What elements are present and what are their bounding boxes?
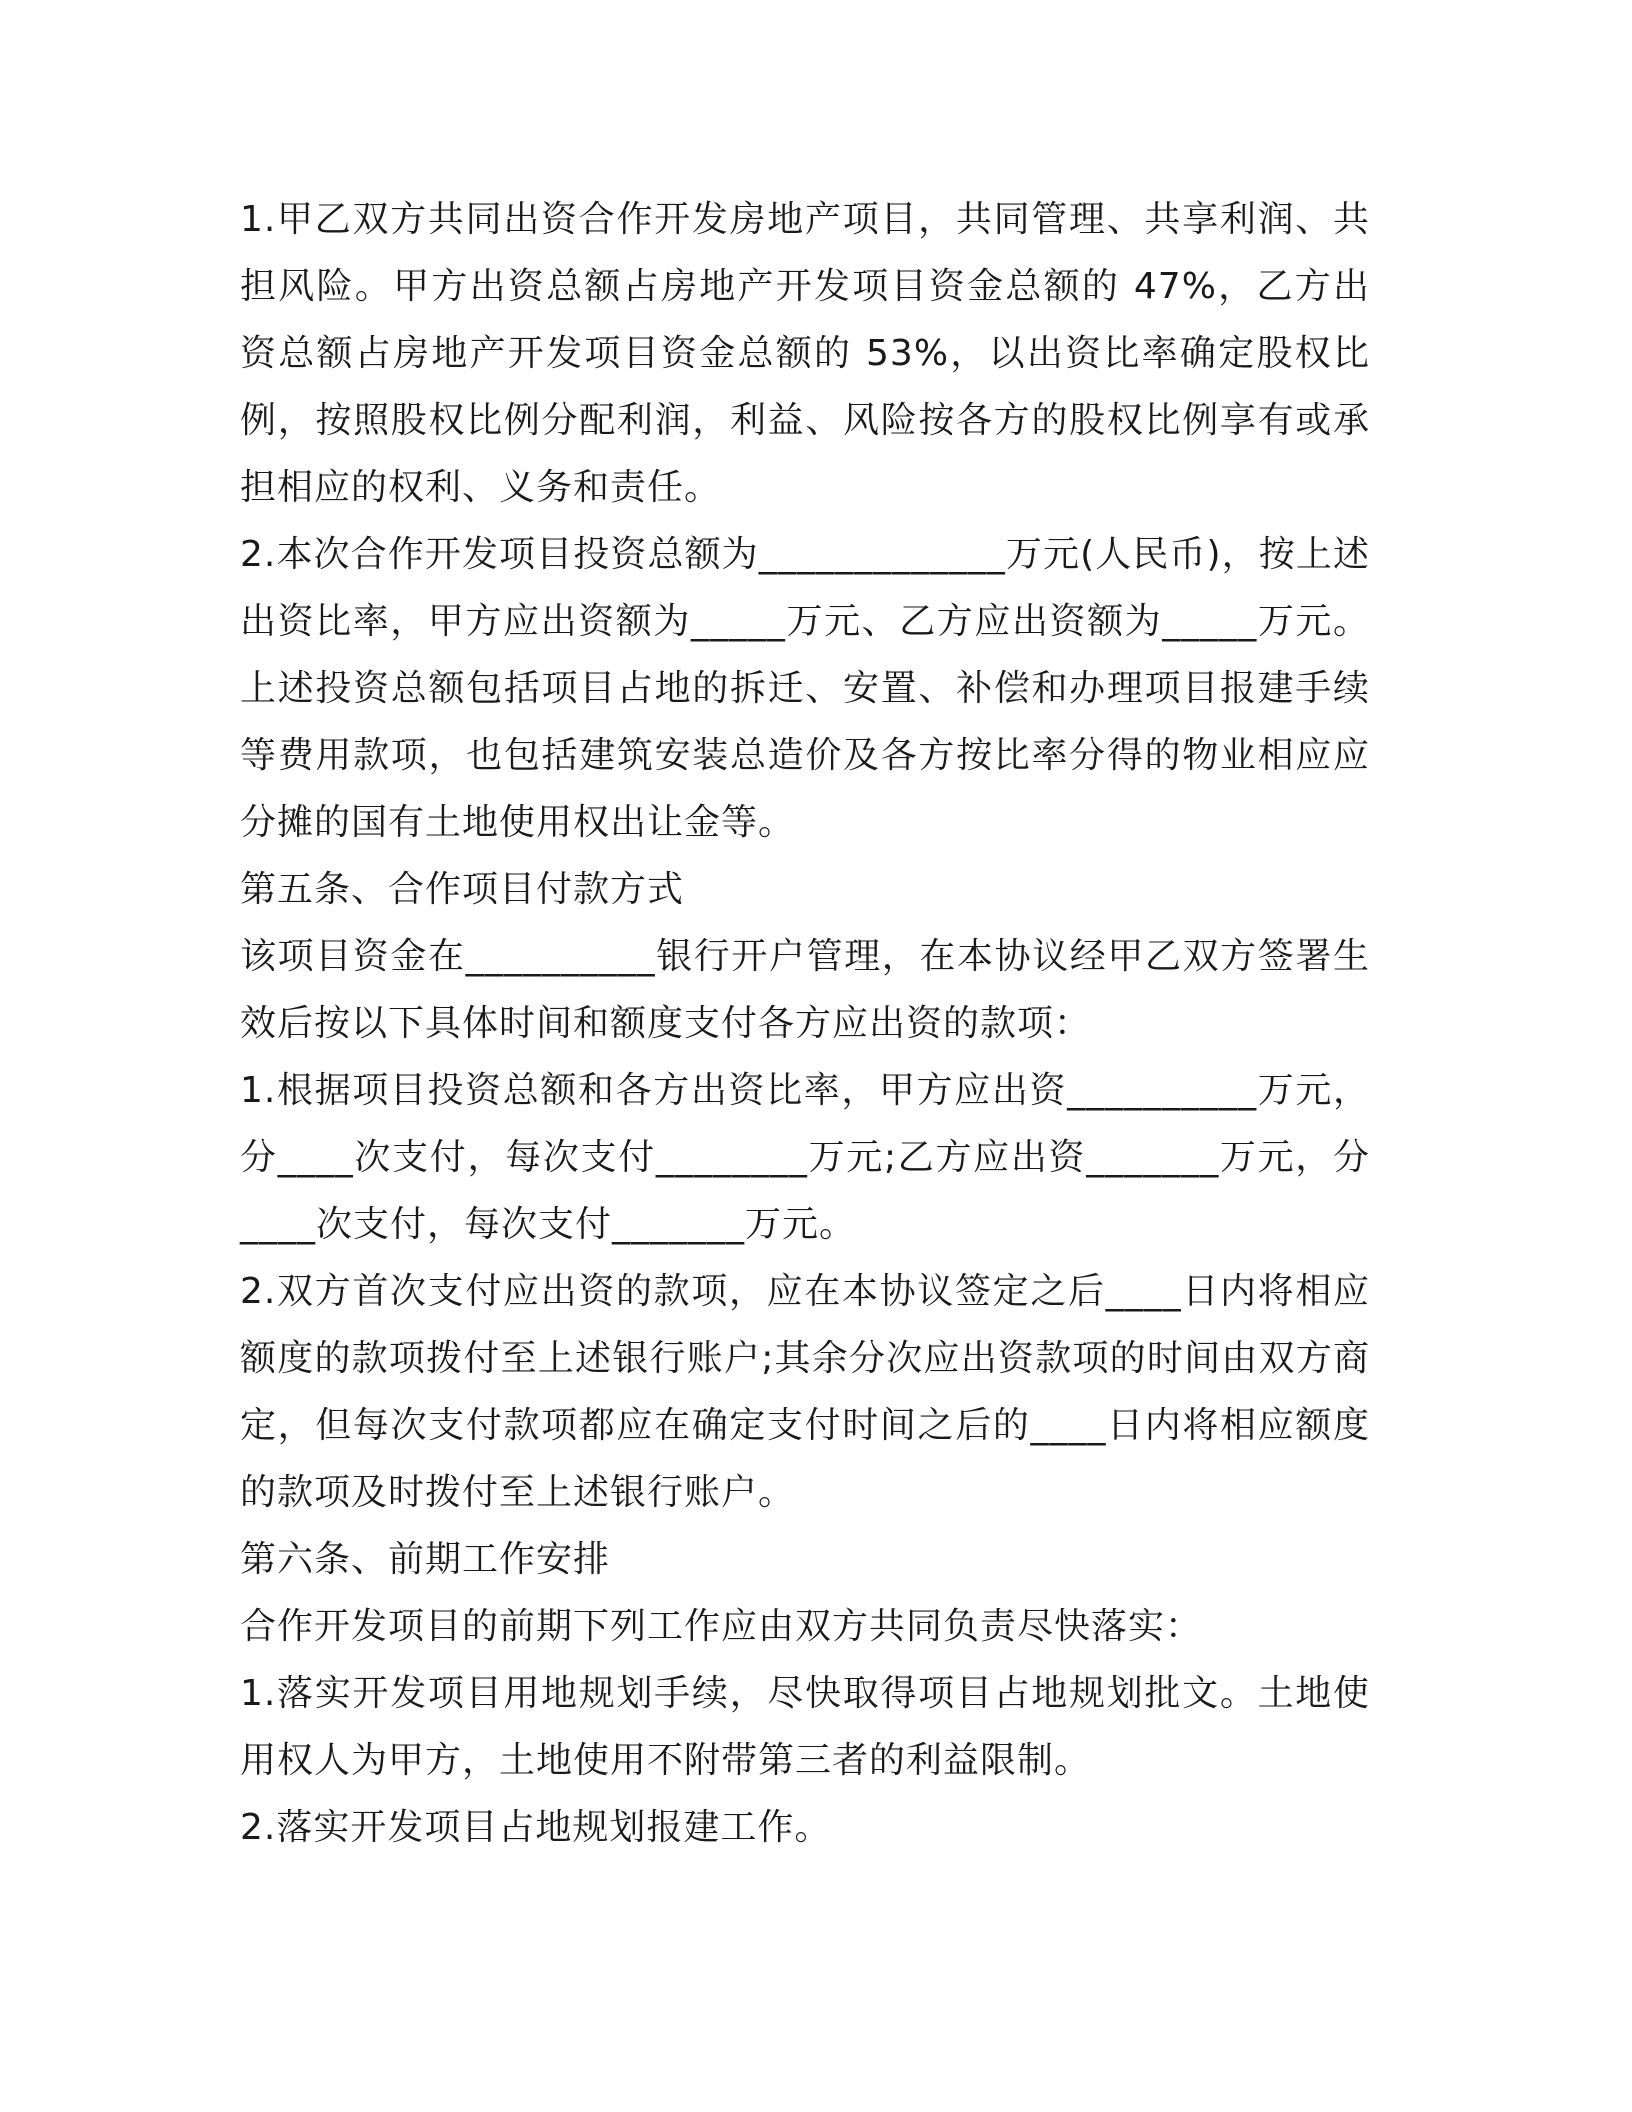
preliminary-work-2: 2.落实开发项目占地规划报建工作。 <box>240 1807 832 1848</box>
preliminary-work-intro: 合作开发项目的前期下列工作应由双方共同负责尽快落实： <box>240 1606 1203 1647</box>
payment-clause-1: 1.根据项目投资总额和各方出资比率，甲方应出资__________万元，分____次支付，每次支付________万元;乙方应出资_______万元，分____次支付，每次支付_______万元。 <box>240 1070 1370 1245</box>
article-six-heading: 第六条、前期工作安排 <box>240 1539 611 1580</box>
preliminary-work-1: 1.落实开发项目用地规划手续，尽快取得项目占地规划批文。土地使用权人为甲方，土地使用不附带第三者的利益限制。 <box>240 1673 1370 1781</box>
clause-investment-total: 2.本次合作开发项目投资总额为_____________万元(人民币)，按上述出资比率，甲方应出资额为_____万元、乙方应出资额为_____万元。上述投资总额包括项目占地的拆迁、安置、补偿和办理项目报建手续等费用款项，也包括建筑安装总造价及各方按比率分得的物业相应应分摊的国有土地使用权出让金等。 <box>240 534 1370 843</box>
payment-clause-2: 2.双方首次支付应出资的款项，应在本协议签定之后____日内将相应额度的款项拨付至上述银行账户;其余分次应出资款项的时间由双方商定，但每次支付款项都应在确定支付时间之后的____日内将相应额度的款项及时拨付至上述银行账户。 <box>240 1271 1370 1513</box>
document-body <box>240 186 1370 1861</box>
payment-intro: 该项目资金在__________银行开户管理，在本协议经甲乙双方签署生效后按以下具体时间和额度支付各方应出资的款项： <box>240 936 1370 1044</box>
clause-profit-sharing: 1.甲乙双方共同出资合作开发房地产项目，共同管理、共享利润、共担风险。甲方出资总额占房地产开发项目资金总额的 47%，乙方出资总额占房地产开发项目资金总额的 53%，以出资比率确定股权比例，按照股权比例分配利润，利益、风险按各方的股权比例享有或承担相应的权利、义务和责任。 <box>240 199 1370 508</box>
article-five-heading: 第五条、合作项目付款方式 <box>240 869 685 910</box>
